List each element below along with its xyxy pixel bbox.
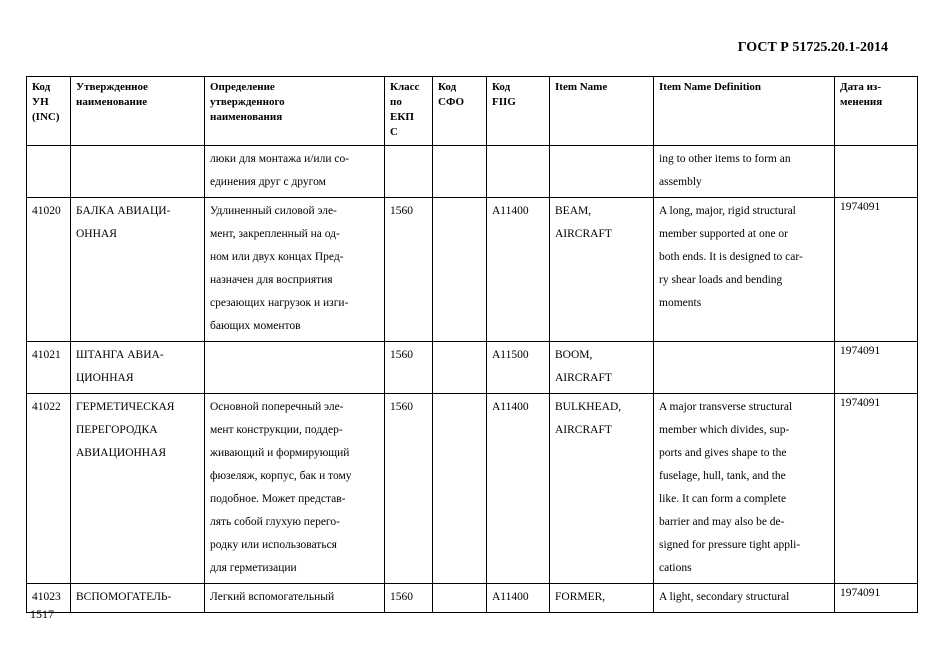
cell-line: ing to other items to form an [659, 153, 791, 165]
cell-class: 1560 [385, 342, 433, 394]
column-header-line: Код [32, 81, 51, 93]
cell-inc: 41020 [27, 198, 71, 342]
cell-line: ШТАНГА АВИА- [76, 349, 164, 361]
cell-sfo [433, 342, 487, 394]
cell-line: живающий и формирующий [210, 447, 350, 459]
column-header-line: наименования [210, 111, 283, 123]
table-header-row [27, 77, 918, 146]
cell-fiig: A11500 [487, 342, 550, 394]
column-header-line: менения [840, 96, 883, 108]
cell-line: лять собой глухую перего- [210, 516, 340, 528]
cell-line: мент, закрепленный на од- [210, 228, 340, 240]
cell-name [71, 146, 205, 198]
cell-item-name [550, 146, 654, 198]
cell-line: AIRCRAFT [555, 424, 612, 436]
cell-line: cations [659, 562, 692, 574]
cell-item-definition [654, 146, 835, 198]
cell-sfo [433, 146, 487, 198]
cell-item-name [550, 584, 654, 613]
cell-line: Основной поперечный эле- [210, 401, 344, 413]
cell-line: both ends. It is designed to car- [659, 251, 803, 263]
page-number: 1517 [30, 607, 54, 621]
cell-fiig: A11400 [487, 394, 550, 584]
column-header-line: Класс [390, 81, 420, 93]
standard-header: ГОСТ Р 51725.20.1-2014 [737, 40, 888, 55]
cell-item-name [550, 394, 654, 584]
cell-line: ports and gives shape to the [659, 447, 787, 459]
cell-definition [205, 146, 385, 198]
column-header-fiig [487, 77, 550, 146]
cell-date: 1974091 [835, 198, 918, 342]
cell-class: 1560 [385, 198, 433, 342]
cell-date: 1974091 [835, 342, 918, 394]
cell-line: люки для монтажа и/или со- [210, 153, 350, 165]
column-header-inc [27, 77, 71, 146]
column-header-line: FIIG [492, 96, 516, 108]
cell-sfo [433, 584, 487, 613]
classification-table [26, 76, 918, 613]
cell-date: 1974091 [835, 394, 918, 584]
column-header-line: СФО [438, 96, 465, 108]
cell-line: ОННАЯ [76, 228, 117, 240]
column-header-line: Код [492, 81, 511, 93]
cell-inc: 41022 [27, 394, 71, 584]
cell-line: barrier and may also be de- [659, 516, 785, 528]
column-header-name [71, 77, 205, 146]
cell-line: like. It can form a complete [659, 493, 787, 505]
table-row [27, 342, 918, 394]
table-row [27, 198, 918, 342]
column-header-line: (INC) [32, 111, 60, 123]
cell-date [835, 146, 918, 198]
cell-class [385, 146, 433, 198]
cell-line: assembly [659, 176, 702, 188]
cell-line: фюзеляж, корпус, бак и тому [210, 470, 352, 482]
cell-line: АВИАЦИОННАЯ [76, 447, 167, 459]
cell-sfo [433, 394, 487, 584]
cell-line: мент конструкции, поддер- [210, 424, 343, 436]
cell-line: назначен для восприятия [210, 274, 333, 286]
cell-name [71, 342, 205, 394]
column-header-line: утвержденного [210, 96, 285, 108]
cell-line: A light, secondary structural [659, 591, 790, 603]
cell-item-definition [654, 584, 835, 613]
column-header-line: по [390, 96, 402, 108]
column-header-line: наименование [76, 96, 148, 108]
cell-item-definition [654, 342, 835, 394]
cell-line: A major transverse structural [659, 401, 793, 413]
cell-inc [27, 146, 71, 198]
cell-line: единения друг с другом [210, 176, 326, 188]
cell-line: FORMER, [555, 591, 606, 603]
column-header-line: С [390, 126, 398, 138]
cell-line: moments [659, 297, 702, 309]
cell-line: ВСПОМОГАТЕЛЬ- [76, 591, 172, 603]
cell-item-name [550, 198, 654, 342]
cell-inc: 41021 [27, 342, 71, 394]
column-header-line: Item Name [555, 81, 608, 93]
column-header-line: Определение [210, 81, 275, 93]
cell-inc: 41023 [27, 584, 71, 613]
cell-line: ЦИОННАЯ [76, 372, 134, 384]
column-header-line: ЕКП [390, 111, 414, 123]
column-header-item-name [550, 77, 654, 146]
cell-line: ном или двух концах Пред- [210, 251, 344, 263]
cell-line: BEAM, [555, 205, 592, 217]
column-header-line: Дата из- [840, 81, 881, 93]
cell-item-definition [654, 394, 835, 584]
cell-name [71, 394, 205, 584]
column-header-class [385, 77, 433, 146]
cell-fiig [487, 146, 550, 198]
cell-line: родку или использоваться [210, 539, 337, 551]
cell-line: member supported at one or [659, 228, 789, 240]
cell-line: срезающих нагрузок и изги- [210, 297, 349, 309]
column-header-line: Item Name Definition [659, 81, 762, 93]
cell-line: fuselage, hull, tank, and the [659, 470, 786, 482]
cell-definition [205, 342, 385, 394]
cell-line: Легкий вспомогательный [210, 591, 335, 603]
cell-line: member which divides, sup- [659, 424, 790, 436]
cell-line: БАЛКА АВИАЦИ- [76, 205, 171, 217]
column-header-line: УН [32, 96, 49, 108]
cell-line: подобное. Может представ- [210, 493, 346, 505]
column-header-line: Утвержденное [76, 81, 148, 93]
column-header-item-definition [654, 77, 835, 146]
cell-line: ПЕРЕГОРОДКА [76, 424, 158, 436]
table-row [27, 584, 918, 613]
cell-date: 1974091 [835, 584, 918, 613]
column-header-sfo [433, 77, 487, 146]
cell-fiig: A11400 [487, 584, 550, 613]
cell-sfo [433, 198, 487, 342]
cell-line: BOOM, [555, 349, 593, 361]
cell-class: 1560 [385, 394, 433, 584]
column-header-definition [205, 77, 385, 146]
cell-item-definition [654, 198, 835, 342]
cell-line: A long, major, rigid structural [659, 205, 796, 217]
column-header-line: Код [438, 81, 457, 93]
cell-line: AIRCRAFT [555, 228, 612, 240]
table-row [27, 146, 918, 198]
cell-definition [205, 198, 385, 342]
cell-line: ГЕРМЕТИЧЕСКАЯ [76, 401, 175, 413]
cell-line: signed for pressure tight appli- [659, 539, 801, 551]
cell-class: 1560 [385, 584, 433, 613]
cell-item-name [550, 342, 654, 394]
cell-name [71, 584, 205, 613]
cell-definition [205, 584, 385, 613]
cell-name [71, 198, 205, 342]
cell-line: бающих моментов [210, 320, 301, 332]
cell-definition [205, 394, 385, 584]
cell-line: ry shear loads and bending [659, 274, 783, 286]
cell-line: Удлиненный силовой эле- [210, 205, 337, 217]
cell-line: AIRCRAFT [555, 372, 612, 384]
cell-line: для герметизации [210, 562, 297, 574]
cell-line: BULKHEAD, [555, 401, 622, 413]
table-row [27, 394, 918, 584]
column-header-date [835, 77, 918, 146]
cell-fiig: A11400 [487, 198, 550, 342]
